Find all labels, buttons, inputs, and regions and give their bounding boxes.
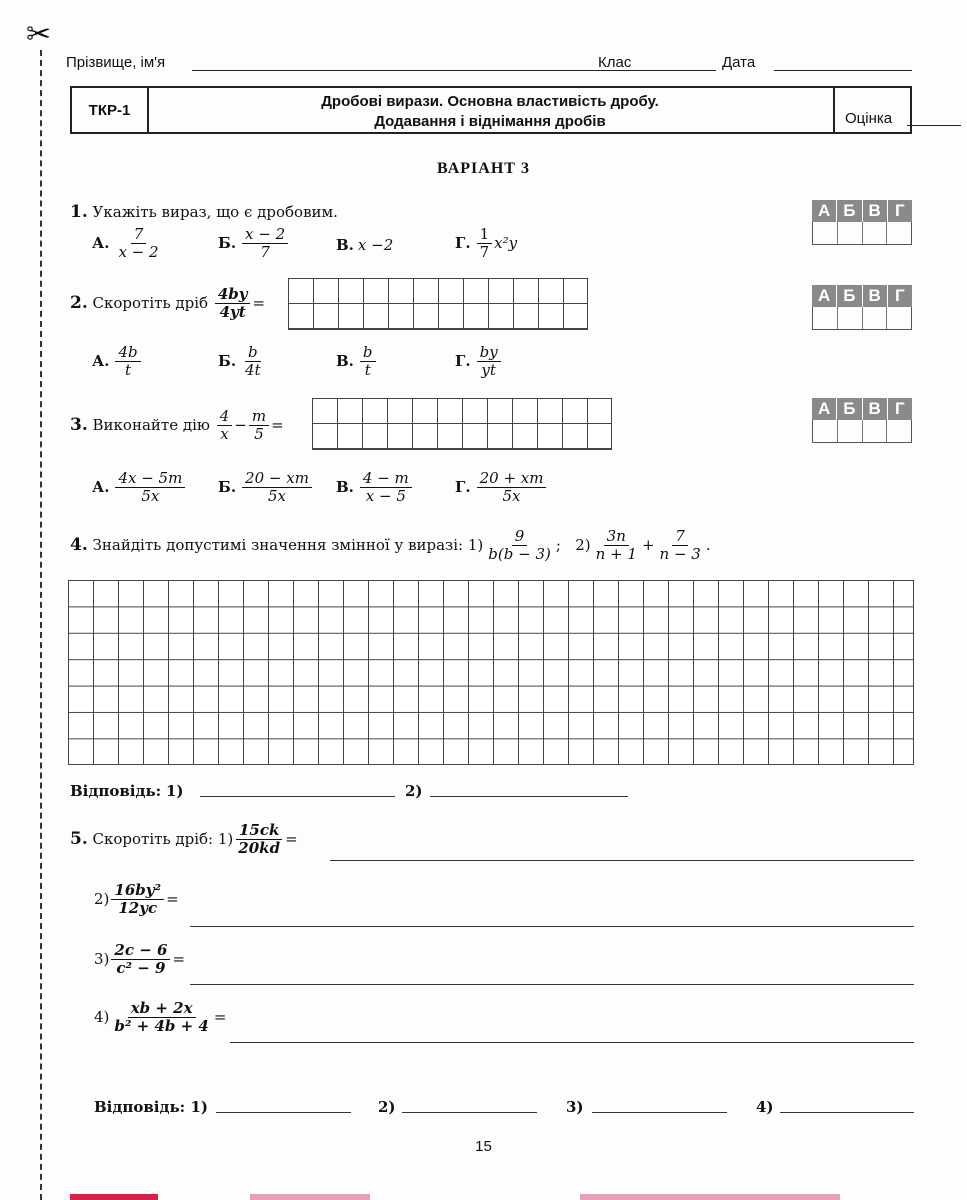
decorative-bar-pink [250,1194,370,1200]
q5-answer-4-label: 4) [756,1098,774,1116]
test-title-line1: Дробові вирази. Основна властивість дробу. [321,93,659,110]
q2-answer-g[interactable] [887,307,911,329]
decorative-bar-pink-2 [580,1194,840,1200]
q3-work-grid[interactable] [312,398,612,450]
q1-text: Укажіть вираз, що є дробовим. [92,203,338,221]
q2-answer-a[interactable] [813,307,838,329]
variant-title: ВАРІАНТ 3 [437,160,530,177]
q3-option-a[interactable]: А. 4x − 5m 5x [92,470,187,504]
q3-option-g[interactable]: Г. 20 + xm 5x [455,470,548,504]
q5-answer-4[interactable] [780,1112,914,1113]
q2-answer-v[interactable] [863,307,888,329]
q3-answer-box: А Б В Г [812,398,912,443]
q5-item-3: 3) $\frac{2c - 6}{\text{c² − 9}}$ = [94,941,186,977]
test-title-box [70,86,912,134]
decorative-bar-red [70,1194,158,1200]
q2-option-b[interactable]: Б. b 4t [218,343,261,379]
grade-field[interactable] [907,125,961,126]
q1-option-g[interactable]: Г. 1 7 x²y [455,225,518,261]
grade-cell [837,88,910,132]
q1-option-a[interactable]: А. 7 x − 2 [92,225,159,261]
q4-prompt: 4. Знайдіть допустимі значення змінної у виразі: 1) 9 b(b − 3) ; 2) 3n n + 1 + $\frac{7}{n - 3}$ . [70,527,711,563]
q4-number: 4. [70,535,88,555]
q5-answer-2[interactable] [402,1112,537,1113]
q2-prompt: 2. Скоротіть дріб $\frac{4by}{4yt}$ = [70,285,266,321]
q4-answer-1[interactable] [200,796,395,797]
class-field[interactable] [644,70,716,71]
q4-answer-2-label: 2) [405,782,423,800]
class-label: Клас [598,54,632,71]
name-field[interactable] [192,70,658,71]
q3-text: Виконайте дію [92,416,210,434]
q5-answer-2-label: 2) [378,1098,396,1116]
q4-answer-row: Відповідь: 1) [70,782,184,800]
q1-option-b[interactable]: Б. x − 2 7 [218,226,290,260]
q1-answer-b[interactable] [838,222,863,244]
q2-option-a[interactable]: А. 4b t [92,344,143,378]
q1-option-v[interactable]: В. x −2 [336,236,394,254]
q2-text: Скоротіть дріб [92,294,209,312]
q2-answer-b[interactable] [838,307,863,329]
q5-answer-label: Відповідь: [94,1098,186,1116]
q3-prompt: 3. Виконайте дію 4 x − $\frac{m}{5}$ = [70,407,284,443]
q4-text: Знайдіть допустимі значення змінної у виразі: [92,536,464,554]
q4-answer-label: Відповідь: [70,782,162,800]
q1-answer-g[interactable] [887,222,911,244]
q5-answer-3[interactable] [592,1112,727,1113]
q3-answer-v[interactable] [863,420,888,442]
page-number: 15 [475,1138,492,1155]
test-title [147,88,835,132]
q5-answer-3-label: 3) [566,1098,584,1116]
q1-answer-v[interactable] [863,222,888,244]
q1-prompt [70,202,338,222]
q4-work-grid[interactable] [68,580,914,765]
q3-answer-g[interactable] [887,420,911,442]
q5-item-4: 4) $\frac{xb + 2x}{\text{b² + 4b + 4}}$ = [94,999,227,1035]
q4-answer-2[interactable] [430,796,628,797]
q5-work-line-3[interactable] [190,984,914,985]
q1-answer-box: А Б В Г [812,200,912,245]
q5-answer-row: Відповідь: 1) [94,1098,208,1116]
q2-answer-box: А Б В Г [812,285,912,330]
q5-text: Скоротіть дріб: [92,830,214,848]
q2-option-g[interactable]: Г. by yt [455,344,503,378]
q5-item-2: 2) $\frac{\text{16by²}}{12yc}$ = [94,881,179,917]
q3-answer-b[interactable] [838,420,863,442]
q1-answer-a[interactable] [813,222,838,244]
q3-answer-a[interactable] [813,420,838,442]
cut-line [40,50,42,1200]
test-code: ТКР-1 [72,88,149,132]
q5-prompt: 5. Скоротіть дріб: 1) $\frac{15ck}{20kd}$ = [70,821,298,857]
date-label: Дата [722,54,756,71]
q5-work-line-2[interactable] [190,926,914,927]
scissors-icon: ✂ [26,17,52,52]
date-field[interactable] [774,70,912,71]
q2-option-v[interactable]: В. b t [336,344,378,378]
q3-option-v[interactable]: В. 4 − m x − 5 [336,470,414,504]
q2-number: 2. [70,293,88,313]
q5-work-line-4[interactable] [230,1042,914,1043]
q5-answer-1[interactable] [216,1112,351,1113]
test-title-line2: Додавання і віднімання дробів [374,113,606,130]
q3-number: 3. [70,415,88,435]
q3-option-b[interactable]: Б. 20 − xm 5x [218,470,314,504]
q5-number: 5. [70,829,88,849]
student-info-header [66,54,912,74]
q2-work-grid[interactable] [288,278,588,330]
grade-label: Оцінка [845,110,893,127]
q1-number: 1. [70,202,88,222]
q5-work-line-1[interactable] [330,860,914,861]
name-label: Прізвище, ім'я [66,54,166,71]
